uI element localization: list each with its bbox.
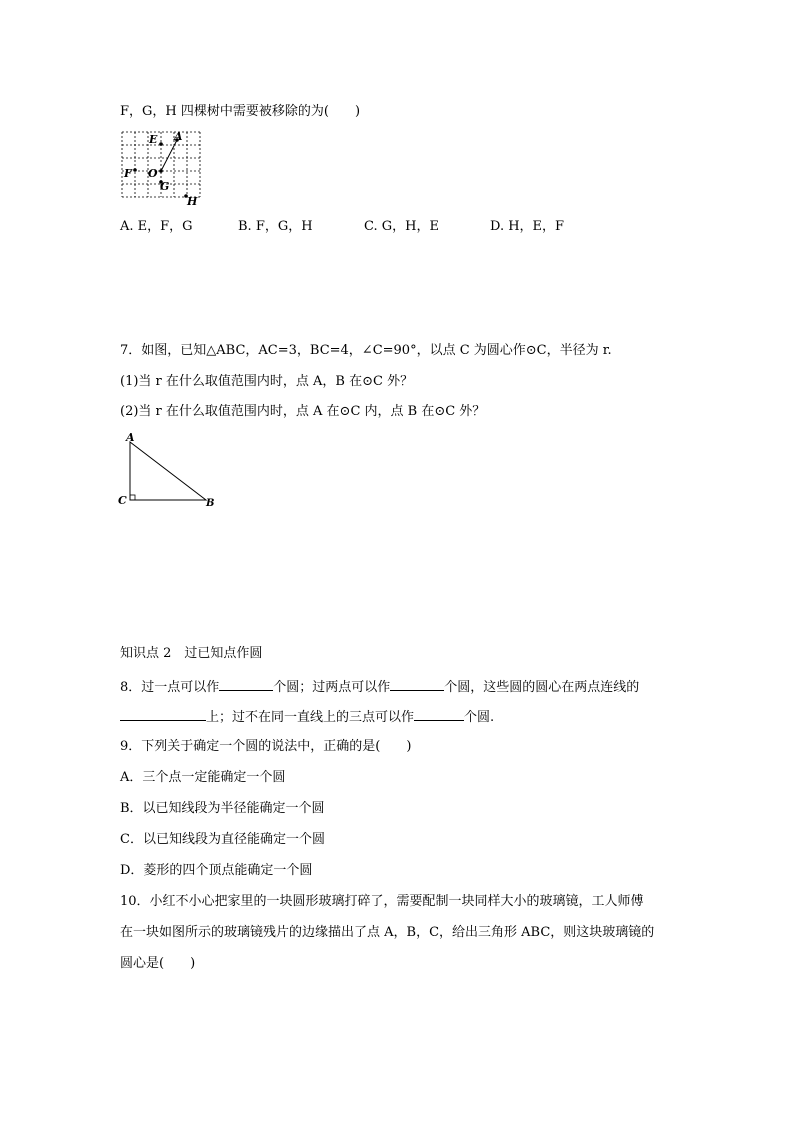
label-b: B [206,498,215,509]
point-o [159,169,163,173]
q8-line1 [120,676,639,697]
q9-option-b[interactable]: B．以已知线段为半径能确定一个圆 [120,801,325,816]
q9-option-a[interactable]: A．三个点一定能确定一个圆 [120,770,286,785]
section-title: 知识点 2 过已知点作圆 [120,646,263,661]
q8-blank-1[interactable] [219,676,273,691]
right-angle-mark [130,495,135,500]
q10-line1: 10．小红不小心把家里的一块圆形玻璃打碎了，需要配制一块同样大小的玻璃镜，工人师傅 [120,894,644,909]
q9-option-d[interactable]: D．菱形的四个顶点能确定一个圆 [120,863,313,878]
q8-text-1: 8．过一点可以作 [120,680,220,695]
q6-stem: F，G，H 四棵树中需要被移除的为( ) [120,104,361,119]
q8-line2 [120,706,494,727]
q6-options [120,218,564,236]
label-a: A [174,130,183,143]
label-c: C [118,494,127,507]
label-o: O [148,167,158,180]
q6-option-b[interactable]: B. F，G，H [238,219,313,234]
q8-text-2: 个圆；过两点可以作 [273,680,391,695]
label-e: E [149,133,158,146]
q6-option-a[interactable]: A. E，F，G [120,219,193,234]
label-a: A [126,431,135,444]
q8-blank-4[interactable] [414,706,464,721]
point-e [159,142,163,146]
q7-stem: 7．如图，已知△ABC，AC=3，BC=4，∠C=90°，以点 C 为圆心作⊙C，半径为 r. [120,343,612,358]
q10-line3: 圆心是( ) [120,956,196,971]
label-h: H [187,195,198,208]
q7-part1: (1)当 r 在什么取值范围内时，点 A，B 在⊙C 外？ [120,374,414,389]
q7-triangle-figure [116,430,222,512]
q6-option-d[interactable]: D. H，E，F [490,219,565,234]
q9-option-c[interactable]: C．以已知线段为直径能确定一个圆 [120,832,325,847]
q8-text-4: 上；过不在同一直线上的三点可以作 [206,710,415,725]
label-f: F [124,167,132,180]
q8-blank-3[interactable] [120,706,206,721]
q10-line2: 在一块如图所示的玻璃镜残片的边缘描出了点 A，B，C，给出三角形 ABC，则这块玻璃镜的 [120,925,655,940]
q8-text-3: 个圆，这些圆的圆心在两点连线的 [444,680,640,695]
q6-grid-figure [120,130,206,210]
label-g: G [160,180,170,193]
q7-part2: (2)当 r 在什么取值范围内时，点 A 在⊙C 内，点 B 在⊙C 外？ [120,404,486,419]
q9-stem: 9．下列关于确定一个圆的说法中，正确的是( ) [120,739,412,754]
point-f [133,168,137,172]
q8-blank-2[interactable] [390,676,444,691]
q6-option-c[interactable]: C. G，H，E [364,219,439,234]
q8-text-5: 个圆. [464,710,495,725]
